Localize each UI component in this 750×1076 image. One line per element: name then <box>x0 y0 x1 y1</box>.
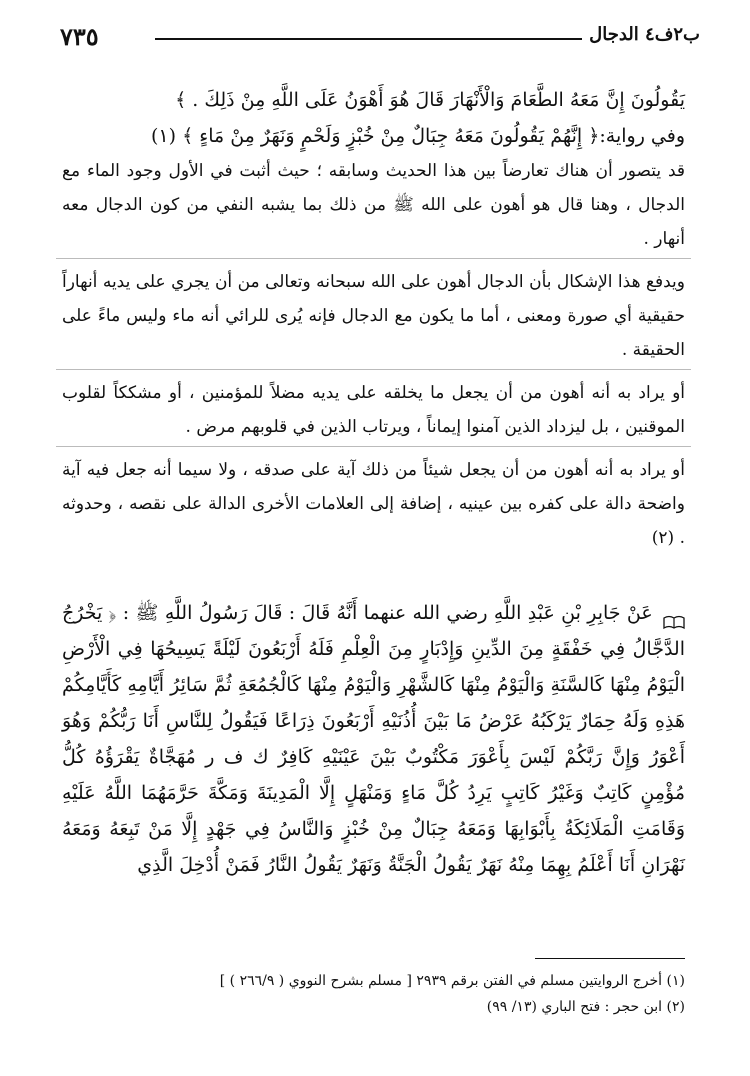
paragraph: أو يراد به أنه أهون من أن يجعل ما يخلقه على يديه مضلاً للمؤمنين ، أو مشككاً لقلوب الموقنين ، بل ليزداد الذين آمنوا إيماناً ، ويرتاب الذين في قلوبهم مرض . <box>62 383 685 437</box>
paragraph: ويدفع هذا الإشكال بأن الدجال أهون على الله سبحانه وتعالى من أن يجري على يديه أنهاراً حقيقية أي صورة ومعنى ، أما ما يكون مع الدجال فإنه يُرى للرائي أنه ماء وليس ماءً على الحقيقة . <box>62 272 686 360</box>
hadith-intro: عَنْ جَابِرِ بْنِ عَبْدِ اللَّهِ رضي الله عنهما أَنَّهُ قَالَ : قَالَ رَسُولُ اللَّهِ ﷺ : ﴿ <box>108 602 653 624</box>
page-number: ٧٣٥ <box>60 22 99 51</box>
footnote: (٢) ابن حجر : فتح الباري (١٣/ ٩٩) <box>486 999 685 1015</box>
page-header <box>60 22 700 52</box>
main-text <box>62 82 685 555</box>
paragraph-divider <box>56 258 691 259</box>
paragraph: وفي رواية:﴿ إِنَّهُمْ يَقُولُونَ مَعَهُ جِبَالٌ مِنْ خُبْزٍ وَلَحْمٍ وَنَهَرٌ مِنْ مَاءٍ ﴾ (١) <box>151 125 685 147</box>
paragraph-divider <box>56 369 691 370</box>
footnote: (١) أخرج الروايتين مسلم في الفتن برقم ٢٩٣٩ [ مسلم بشرح النووي ( ٢٦٦/٩ ) ] <box>219 973 685 989</box>
hadith-text: يَخْرُجُ الدَّجَّالُ فِي خَفْقَةٍ مِنَ الدِّينِ وَإِدْبَارٍ مِنَ الْعِلْمِ فَلَهُ أَرْبَعُونَ لَيْلَةً يَسِيحُهَا فِي الْأَرْضِ الْيَوْمُ مِنْهَا كَالسَّنَةِ وَالْيَوْمُ مِنْهَا كَالشَّهْرِ وَالْيَوْمُ مِنْهَا كَالْجُمُعَةِ ثُمَّ سَائِرُ أَيَّامِهِ كَأَيَّامِكُمْ هَذِهِ وَلَهُ حِمَارٌ يَرْكَبُهُ عَرْضُ مَا بَيْنَ أُذُنَيْهِ أَرْبَعُونَ ذِرَاعًا فَيَقُولُ لِلنَّاسِ أَنَا رَبُّكُمْ وَهُوَ أَعْوَرُ وَإِنَّ رَبَّكُمْ لَيْسَ بِأَعْوَرَ مَكْتُوبٌ بَيْنَ عَيْنَيْهِ كَافِرٌ ك ف ر مُهَجَّاةٌ يَقْرَؤُهُ كُلُّ مُؤْمِنٍ كَاتِبٌ وَغَيْرُ كَاتِبٍ يَرِدُ كُلَّ مَاءٍ وَمَنْهَلٍ إِلَّا الْمَدِينَةَ وَمَكَّةَ حَرَّمَهُمَا اللَّهُ عَلَيْهِ وَقَامَتِ الْمَلَائِكَةُ بِأَبْوَابِهَا وَمَعَهُ جِبَالٌ مِنْ خُبْزٍ وَالنَّاسُ فِي جَهْدٍ إِلَّا مَنْ تَبِعَهُ وَمَعَهُ نَهْرَانِ أَنَا أَعْلَمُ بِهِمَا مِنْهُ نَهَرٌ يَقُولُ الْجَنَّةُ وَنَهَرٌ يَقُولُ النَّارُ فَمَنْ أُدْخِلَ الَّذِي <box>62 602 685 876</box>
footnotes <box>62 968 685 1020</box>
open-book-icon <box>663 606 685 622</box>
paragraph: أو يراد به أنه أهون من أن يجعل شيئاً من ذلك آية على صدقه ، ولا سيما أنه جعل فيه آية واضحة دالة على كفره بين عينيه ، إضافة إلى العلامات الأخرى الدالة على نقصه ، وحدوثه . (٢) <box>62 460 685 548</box>
hadith-block <box>62 595 685 883</box>
chapter-label: ب٢ف٤ الدجال <box>589 24 700 45</box>
footnote-rule <box>535 958 685 959</box>
header-rule <box>155 38 582 40</box>
paragraph-divider <box>56 446 691 447</box>
paragraph: يَقُولُونَ إِنَّ مَعَهُ الطَّعَامَ وَالْأَنْهَارَ قَالَ هُوَ أَهْوَنُ عَلَى اللَّهِ مِنْ ذَلِكَ . ﴾ <box>175 89 685 111</box>
paragraph: قد يتصور أن هناك تعارضاً بين هذا الحديث وسابقه ؛ حيث أثبت في الأول وجود الماء مع الدجال ، وهنا قال هو أهون على الله ﷺ من ذلك بما يشبه النفي من كون الدجال معه أنهار . <box>62 161 685 249</box>
